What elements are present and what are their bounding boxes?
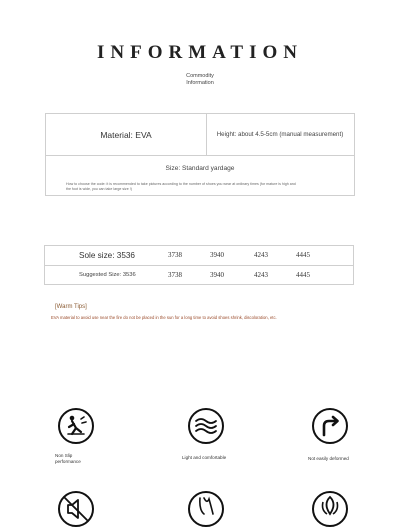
suggested-size-value: 3940 bbox=[210, 271, 224, 279]
height-cell: Height: about 4.5-5cm (manual measurement) bbox=[216, 131, 344, 138]
spec-table bbox=[45, 113, 355, 196]
suggested-size-value: 4445 bbox=[296, 271, 310, 279]
feature-label-line: performance bbox=[55, 459, 81, 464]
feature-label: Not easily deformed bbox=[308, 456, 349, 461]
size-text: Size: Standard yardage bbox=[165, 165, 235, 172]
warm-tips-title: [Warm Tips] bbox=[55, 304, 87, 310]
suggested-size-label: Suggested Size: 3536 bbox=[79, 272, 136, 278]
size-table-row-suggested bbox=[45, 266, 353, 285]
material-cell: Material: EVA bbox=[46, 114, 207, 155]
size-table-row-sole bbox=[45, 246, 353, 266]
subtitle-line-2: Information bbox=[186, 80, 214, 86]
size-note-line-2: the foot is wide, you can take large size !) bbox=[66, 187, 132, 191]
feature-label-line: Non Slip bbox=[55, 453, 73, 458]
warm-tips-text: EVA material to avoid use near the fire do not be placed in the sun for a long time to avoid shoes shrink, discoloration, etc. bbox=[51, 315, 277, 320]
wavy-lines-icon bbox=[187, 407, 225, 445]
sole-size-value: 4445 bbox=[296, 251, 310, 259]
size-note bbox=[66, 182, 334, 192]
sole-size-value: 3940 bbox=[210, 251, 224, 259]
sole-size-value: 4243 bbox=[254, 251, 268, 259]
size-table bbox=[44, 245, 354, 285]
suggested-size-value: 4243 bbox=[254, 271, 268, 279]
size-note-line-1: How to choose the code: it is recommended to take pictures according to the number of shoes you wear at ordinary times (for mature is high and bbox=[66, 182, 296, 186]
shoe-outline-icon bbox=[187, 490, 225, 528]
page-title: INFORMATION bbox=[96, 42, 304, 63]
slip-person-icon bbox=[57, 407, 95, 445]
suggested-size-value: 3738 bbox=[168, 271, 182, 279]
subtitle-line-1: Commodity bbox=[186, 73, 214, 79]
feature-label: Light and comfortable bbox=[182, 455, 227, 460]
spec-table-row bbox=[46, 114, 354, 156]
feature-label bbox=[55, 453, 81, 465]
rotate-arrow-icon bbox=[311, 407, 349, 445]
sole-size-value: 3738 bbox=[168, 251, 182, 259]
sole-size-label: Sole size: 3536 bbox=[79, 251, 135, 260]
muted-speaker-icon bbox=[57, 490, 95, 528]
leaf-icon bbox=[311, 490, 349, 528]
